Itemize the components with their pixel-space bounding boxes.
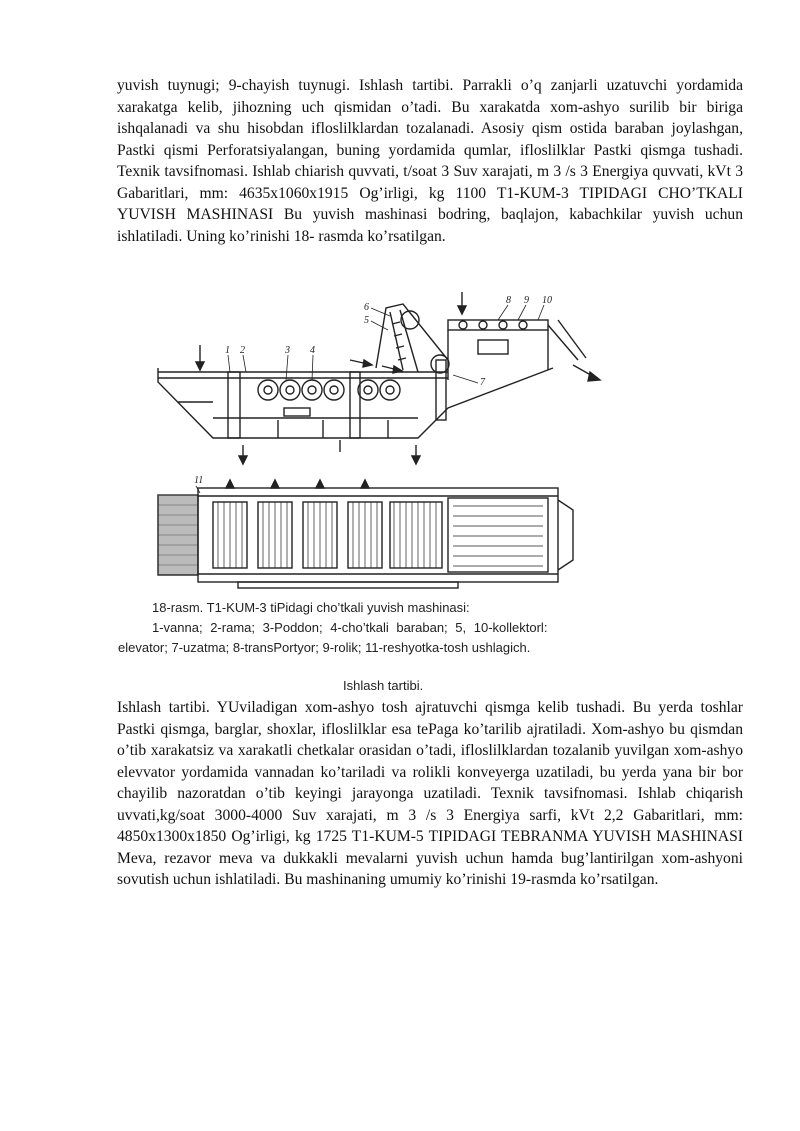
inflow-arrow-top (458, 292, 466, 314)
label-1: 1 (225, 345, 230, 356)
label-10: 10 (542, 295, 552, 306)
label-9: 9 (524, 295, 529, 306)
label-11: 11 (194, 475, 204, 486)
brush-drums (258, 380, 400, 416)
label-6: 6 (364, 302, 369, 313)
label-2: 2 (240, 345, 245, 356)
outflow-arrow (573, 365, 600, 381)
paragraph-2: Ishlash tartibi. YUviladigan xom-ashyo tosh ajratuvchi qismga kelib tushadi. Bu yerda toshlar Pastki qismga, barglar, shoxlar, ifloslilklar esa tePaga ko’tarilib ajratiladi. Xom-ashyo bu qismdan o’tib xarakatsiz va xarakatli chetkalar orasidan o’tadi, ifloslilklardan tozalanib yuvilgan xom-ashyo elevvator yordamida vannadan ko’tariladi va rolikli konveyerga uzatiladi, bu yerda yana bir bor chayilib nazoratdan o’tib keyingi jarayonga uzatiladi. Texnik tavsifnomasi. Ishlab chiqarish uvvati,kg/soat 3000-4000 Suv xarajati, m 3 /s 3 Energiya sarfi, kVt 2,2 Gabaritlari, mm: 4850x1300x1850 Og’irligi, kg 1725 T1-KUM-5 TIPIDAGI TEBRANMA YUVISH MASHINASI Meva, rezavor meva va dukkakli mevalarni yuvish uchun hamda bug’lantirilgan xom-ashyoni sovutish uchun ishlatiladi. Bu mashinaning umumiy ko’rinishi 19-rasmda ko’rsatilgan. (117, 699, 743, 888)
label-5: 5 (364, 315, 369, 326)
figure-subheading: Ishlash tartibi. (343, 678, 424, 693)
inflow-arrow-left (196, 345, 204, 370)
label-3: 3 (285, 345, 290, 356)
figure-caption-legend-1: 1-vanna; 2-rama; 3-Poddon; 4-cho’tkali baraban; 5, 10-kollektorl: (152, 620, 548, 635)
figure-caption-title: 18-rasm. T1-KUM-3 tiPidagi cho’tkali yuvish mashinasi: (152, 600, 470, 615)
figure-18 (118, 290, 623, 665)
leader-lines (228, 305, 544, 383)
paragraph-1: yuvish tuynugi; 9-chayish tuynugi. Ishlash tartibi. Parrakli o’q zanjarli uzatuvchi yordamida xarakatga kelib, jihozning uch qismidan o’tadi. Bu xarakatda xom-ashyo surilib bir biriga ishqalanadi va shu hisobdan ifloslilklardan tozalanadi. Asosiy qism ostida baraban joylashgan, Pastki qismi Perforatsiyalangan, buning yordamida qumlar, ifloslilklar Pastki qismga tushadi. Texnik tavsifnomasi. Ishlab chiarish quvvati, t/soat 3 Suv xarajati, m 3 /s 3 Energiya quvvati, kVt 3 Gabaritlari, mm: 4635x1060x1915 Og’irligi, kg 1100 T1-KUM-3 TIPIDAGI CHO’TKALI YUVISH MASHINASI Bu yuvish mashinasi bodring, baqlajon, kabachkilar yuvish uchun ishlatiladi. Uning ko’rinishi 18- rasmda ko’rsatilgan. (117, 77, 743, 245)
tank-plan-view (158, 480, 573, 588)
drain-arrows (239, 440, 420, 464)
figure-caption-legend-2: elevator; 7-uzatma; 8-transPortyor; 9-rolik; 11-reshyotka-tosh ushlagich. (118, 640, 531, 655)
tank-side-view (158, 360, 553, 438)
machine-drawing (118, 290, 623, 595)
label-4: 4 (310, 345, 315, 356)
label-8: 8 (506, 295, 511, 306)
roller-conveyor (448, 320, 586, 380)
label-7: 7 (480, 377, 485, 388)
callout-labels (194, 295, 552, 486)
